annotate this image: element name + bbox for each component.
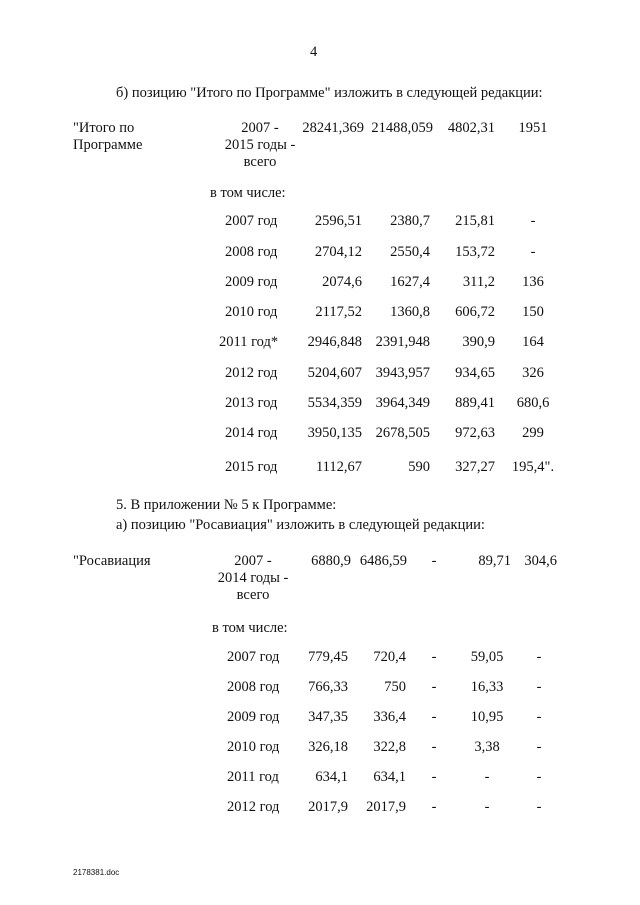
table2-row-c3: - xyxy=(431,649,437,665)
table2-row-c5: - xyxy=(536,679,542,695)
table1-row-c4: 195,4". xyxy=(511,459,555,475)
table1-row-c4: 136 xyxy=(522,274,544,290)
table1-row-c4: 150 xyxy=(522,304,544,320)
table1-subheading: в том числе: xyxy=(210,185,286,201)
table1-row-c2: 1627,4 xyxy=(390,274,430,290)
table1-row-c4: 326 xyxy=(522,365,544,381)
table1-row-c4: 164 xyxy=(522,334,544,350)
table2-subheading: в том числе: xyxy=(212,620,288,636)
table1-row-c2: 2380,7 xyxy=(390,213,430,229)
table2-total-c1: 6880,9 xyxy=(311,553,351,569)
table1-row-year: 2012 год xyxy=(225,365,278,381)
table1-row-c3: 972,63 xyxy=(455,425,495,441)
table1-name-line2: Программе xyxy=(73,137,143,153)
table2-row-c4: 3,38 xyxy=(474,739,500,755)
table1-row-c1: 2117,52 xyxy=(315,304,362,320)
table2-row-c2: 2017,9 xyxy=(366,799,406,815)
table2-row-c2: 750 xyxy=(384,679,406,695)
section5-heading: 5. В приложении № 5 к Программе: xyxy=(116,497,337,513)
table1-row-c4: - xyxy=(530,213,536,229)
table2-row-c5: - xyxy=(536,799,542,815)
table2-row-c2: 336,4 xyxy=(373,709,406,725)
table2-row-c4: - xyxy=(484,799,490,815)
table2-row-c5: - xyxy=(536,739,542,755)
table1-row-c1: 2946,848 xyxy=(307,334,362,350)
table1-row-c1: 2074,6 xyxy=(322,274,362,290)
table1-row-year: 2009 год xyxy=(225,274,278,290)
table1-row-c3: 606,72 xyxy=(455,304,495,320)
table2-row-c1: 347,35 xyxy=(308,709,348,725)
table2-total-c3: - xyxy=(431,553,437,569)
table2-period-line2: 2014 годы - xyxy=(217,570,289,586)
table2-row-c3: - xyxy=(431,679,437,695)
table1-row-c3: 889,41 xyxy=(455,395,495,411)
section-b-heading: б) позицию "Итого по Программе" изложить в следующей редакции: xyxy=(116,85,543,101)
table1-total-c3: 4802,31 xyxy=(447,120,495,136)
table2-row-c1: 634,1 xyxy=(315,769,348,785)
table1-row-year: 2008 год xyxy=(225,244,278,260)
table1-row-c3: 215,81 xyxy=(455,213,495,229)
table1-row-c3: 153,72 xyxy=(455,244,495,260)
table1-row-c4: 680,6 xyxy=(516,395,550,411)
table2-total-c5: 304,6 xyxy=(524,553,557,569)
table2-row-c3: - xyxy=(431,739,437,755)
table1-row-c1: 2704,12 xyxy=(314,244,362,260)
table2-row-c2: 634,1 xyxy=(373,769,406,785)
table2-row-year: 2010 год xyxy=(227,739,280,755)
table1-period-line2: 2015 годы - xyxy=(224,137,296,153)
table1-row-c2: 2678,505 xyxy=(375,425,430,441)
table1-row-c4: - xyxy=(530,244,536,260)
table1-row-c2: 2391,948 xyxy=(375,334,430,350)
table1-row-c2: 3964,349 xyxy=(375,395,430,411)
table2-row-year: 2007 год xyxy=(227,649,280,665)
table2-row-year: 2009 год xyxy=(227,709,280,725)
table1-row-c3: 311,2 xyxy=(462,274,495,290)
table2-row-c3: - xyxy=(431,709,437,725)
table1-row-year: 2011 год* xyxy=(219,334,279,350)
table2-row-c3: - xyxy=(431,769,437,785)
table1-row-c2: 3943,957 xyxy=(375,365,430,381)
table1-row-year: 2007 год xyxy=(225,213,278,229)
table1-row-year: 2010 год xyxy=(225,304,278,320)
table1-total-c1: 28241,369 xyxy=(302,120,364,136)
table1-name-line1: "Итого по xyxy=(73,120,135,136)
table2-row-c1: 326,18 xyxy=(308,739,348,755)
table2-row-year: 2011 год xyxy=(227,769,279,785)
table2-row-c4: 16,33 xyxy=(470,679,504,695)
table1-row-c2: 2550,4 xyxy=(390,244,430,260)
section-a-heading: а) позицию "Росавиация" изложить в следующей редакции: xyxy=(116,517,485,533)
table1-row-c1: 1112,67 xyxy=(315,459,362,475)
table2-name: "Росавиация xyxy=(73,553,151,569)
table1-row-c1: 3950,135 xyxy=(307,425,362,441)
table2-row-c3: - xyxy=(431,799,437,815)
table2-row-c1: 779,45 xyxy=(308,649,348,665)
table1-row-c3: 934,65 xyxy=(455,365,495,381)
table2-row-c4: 59,05 xyxy=(470,649,504,665)
table2-row-c5: - xyxy=(536,769,542,785)
table1-row-c1: 2596,51 xyxy=(314,213,362,229)
table1-period-line1: 2007 - xyxy=(241,120,279,136)
page-number: 4 xyxy=(310,44,318,60)
table2-row-c2: 720,4 xyxy=(373,649,406,665)
table2-total-c2: 6486,59 xyxy=(359,553,407,569)
table1-row-c4: 299 xyxy=(522,425,544,441)
table1-row-c1: 5204,607 xyxy=(307,365,362,381)
table1-row-year: 2014 год xyxy=(225,425,278,441)
table1-row-c3: 327,27 xyxy=(455,459,495,475)
table1-row-year: 2015 год xyxy=(225,459,278,475)
table2-row-c5: - xyxy=(536,649,542,665)
table2-row-c4: 10,95 xyxy=(470,709,504,725)
table2-row-c4: - xyxy=(484,769,490,785)
table2-row-year: 2008 год xyxy=(227,679,280,695)
table2-total-c4: 89,71 xyxy=(478,553,511,569)
footer-doc-name: 2178381.doc xyxy=(73,868,120,877)
table1-row-c3: 390,9 xyxy=(462,334,495,350)
table1-total-c2: 21488,059 xyxy=(371,120,433,136)
table2-row-c1: 766,33 xyxy=(308,679,348,695)
table2-row-c1: 2017,9 xyxy=(308,799,348,815)
table1-total-c4: 1951 xyxy=(518,120,548,136)
table1-row-c1: 5534,359 xyxy=(307,395,362,411)
table2-period-line1: 2007 - xyxy=(234,553,272,569)
table1-period-line3: всего xyxy=(243,154,277,170)
table2-row-c2: 322,8 xyxy=(373,739,406,755)
table2-period-line3: всего xyxy=(236,587,270,603)
table1-row-c2: 590 xyxy=(408,459,430,475)
table1-row-c2: 1360,8 xyxy=(390,304,430,320)
table2-row-c5: - xyxy=(536,709,542,725)
table1-row-year: 2013 год xyxy=(225,395,278,411)
table2-row-year: 2012 год xyxy=(227,799,280,815)
